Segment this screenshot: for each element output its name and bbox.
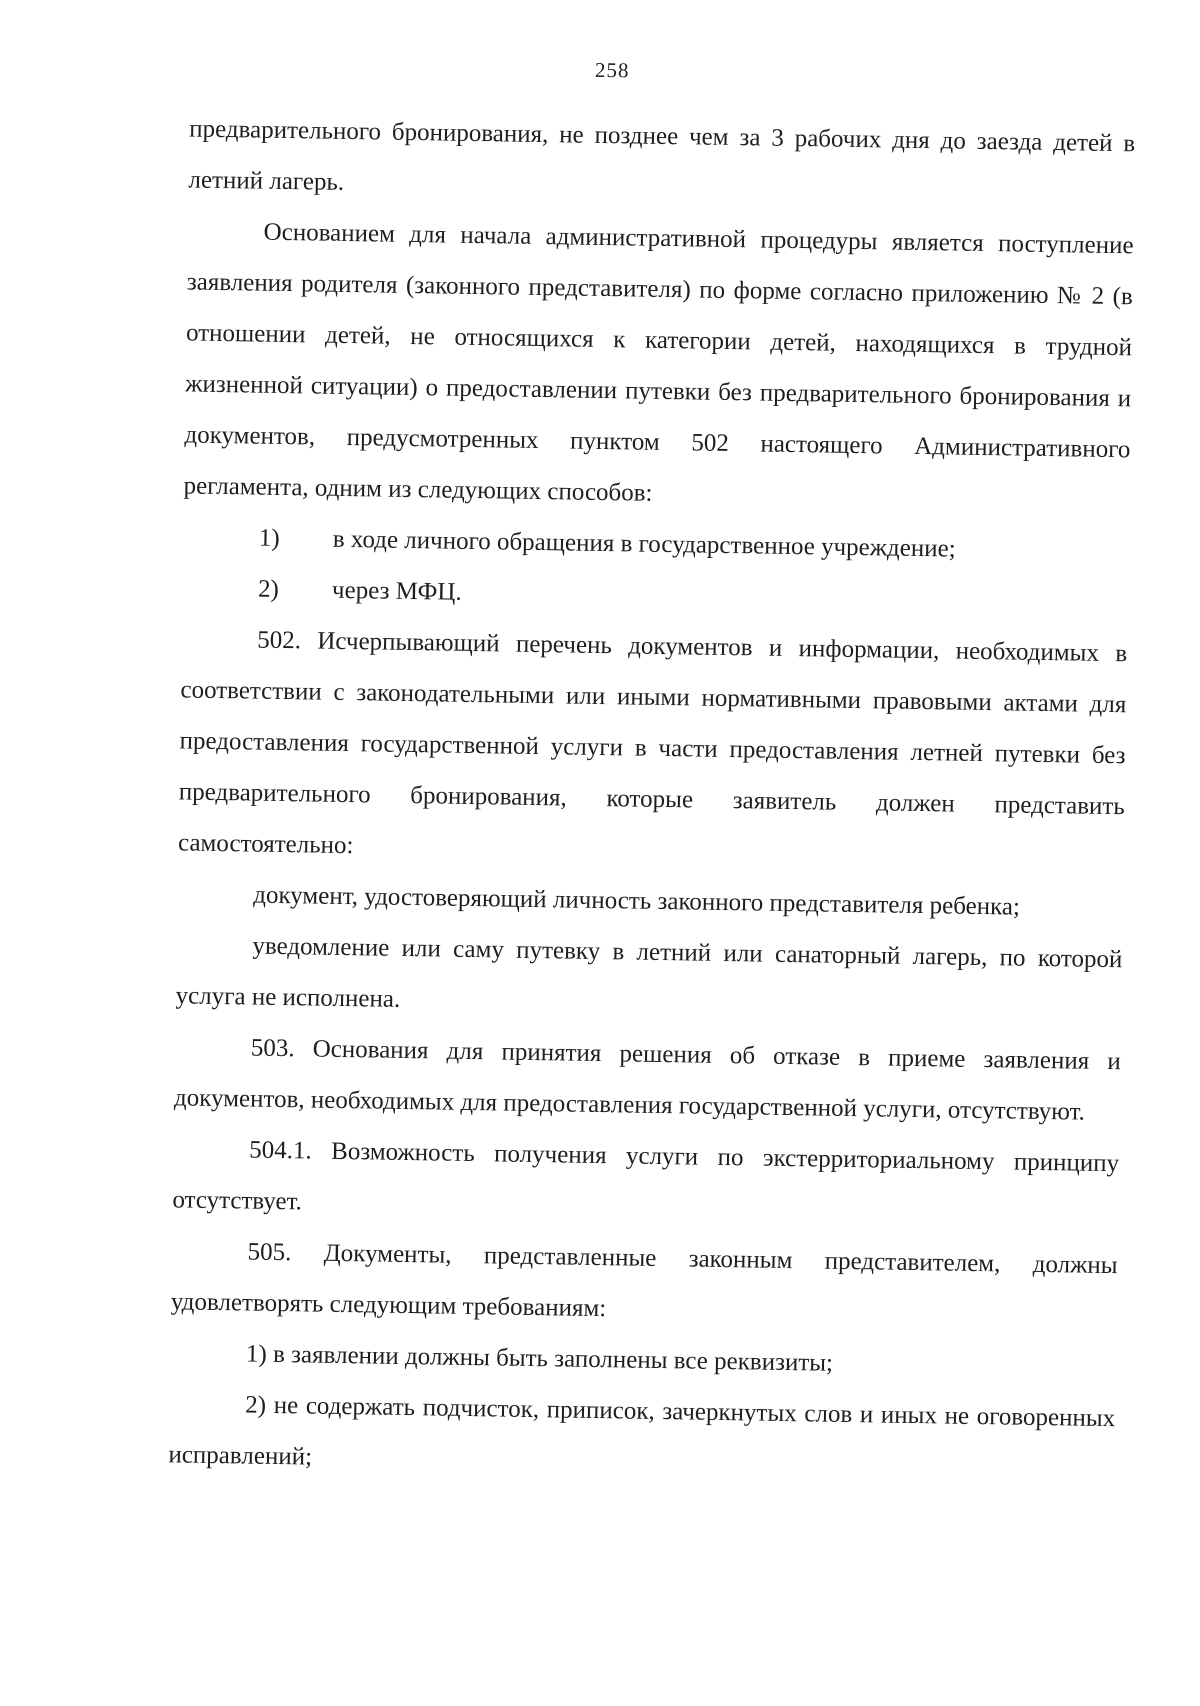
page-number: 258: [594, 57, 630, 83]
requirement-item-2: 2) не содержать подчисток, приписок, зачеркнутых слов и иных не оговоренных исправлений;: [168, 1391, 1116, 1471]
paragraph-continuation: предварительного бронирования, не позднее чем за 3 рабочих дня до заезда детей в летний лагерь.: [188, 115, 1136, 196]
requirement-item-1: 1) в заявлении должны быть заполнены все реквизиты;: [245, 1340, 834, 1377]
paragraph-identity-document: документ, удостоверяющий личность законного представителя ребенка;: [253, 881, 1021, 921]
paragraph-503: 503. Основания для принятия решения об отказе в приеме заявления и документов, необходимых для предоставления государственной услуги, отсутствуют.: [173, 1034, 1121, 1126]
list-item-number: 2): [257, 575, 280, 603]
document-body: [168, 103, 1136, 1495]
paragraph-505: 505. Документы, представленные законным представителем, должны удовлетворять следующим требованиям:: [170, 1238, 1118, 1323]
list-item-text: через МФЦ.: [331, 576, 462, 606]
paragraph-procedure-basis: Основанием для начала административной процедуры является поступление заявления родителя (законного представителя) по форме согласно приложению № 2 (в отношении детей, не относящихся к категории детей, находящихся в трудной жизненной ситуации) о предоставлении путевки без предварительного бронирования и документов, предусмотренных пунктом 502 настоящего Административного регламента, одним из следующих способов:: [183, 218, 1134, 507]
list-item-text: в ходе личного обращения в государственное учреждение;: [332, 525, 956, 563]
paragraph-504-1: 504.1. Возможность получения услуги по экстерриториальному принципу отсутствует.: [172, 1136, 1120, 1216]
list-item-number: 1): [258, 524, 280, 552]
paragraph-502: 502. Исчерпывающий перечень документов и информации, необходимых в соответствии с законодательными или иными нормативными правовыми актами для предоставления государственной услуги в части предоставления летней путевки без предварительного бронирования, которые заявитель должен представить самостоятельно:: [177, 626, 1128, 860]
paragraph-notification: уведомление или саму путевку в летний или санаторный лагерь, по которой услуга не исполнена.: [175, 932, 1123, 1013]
